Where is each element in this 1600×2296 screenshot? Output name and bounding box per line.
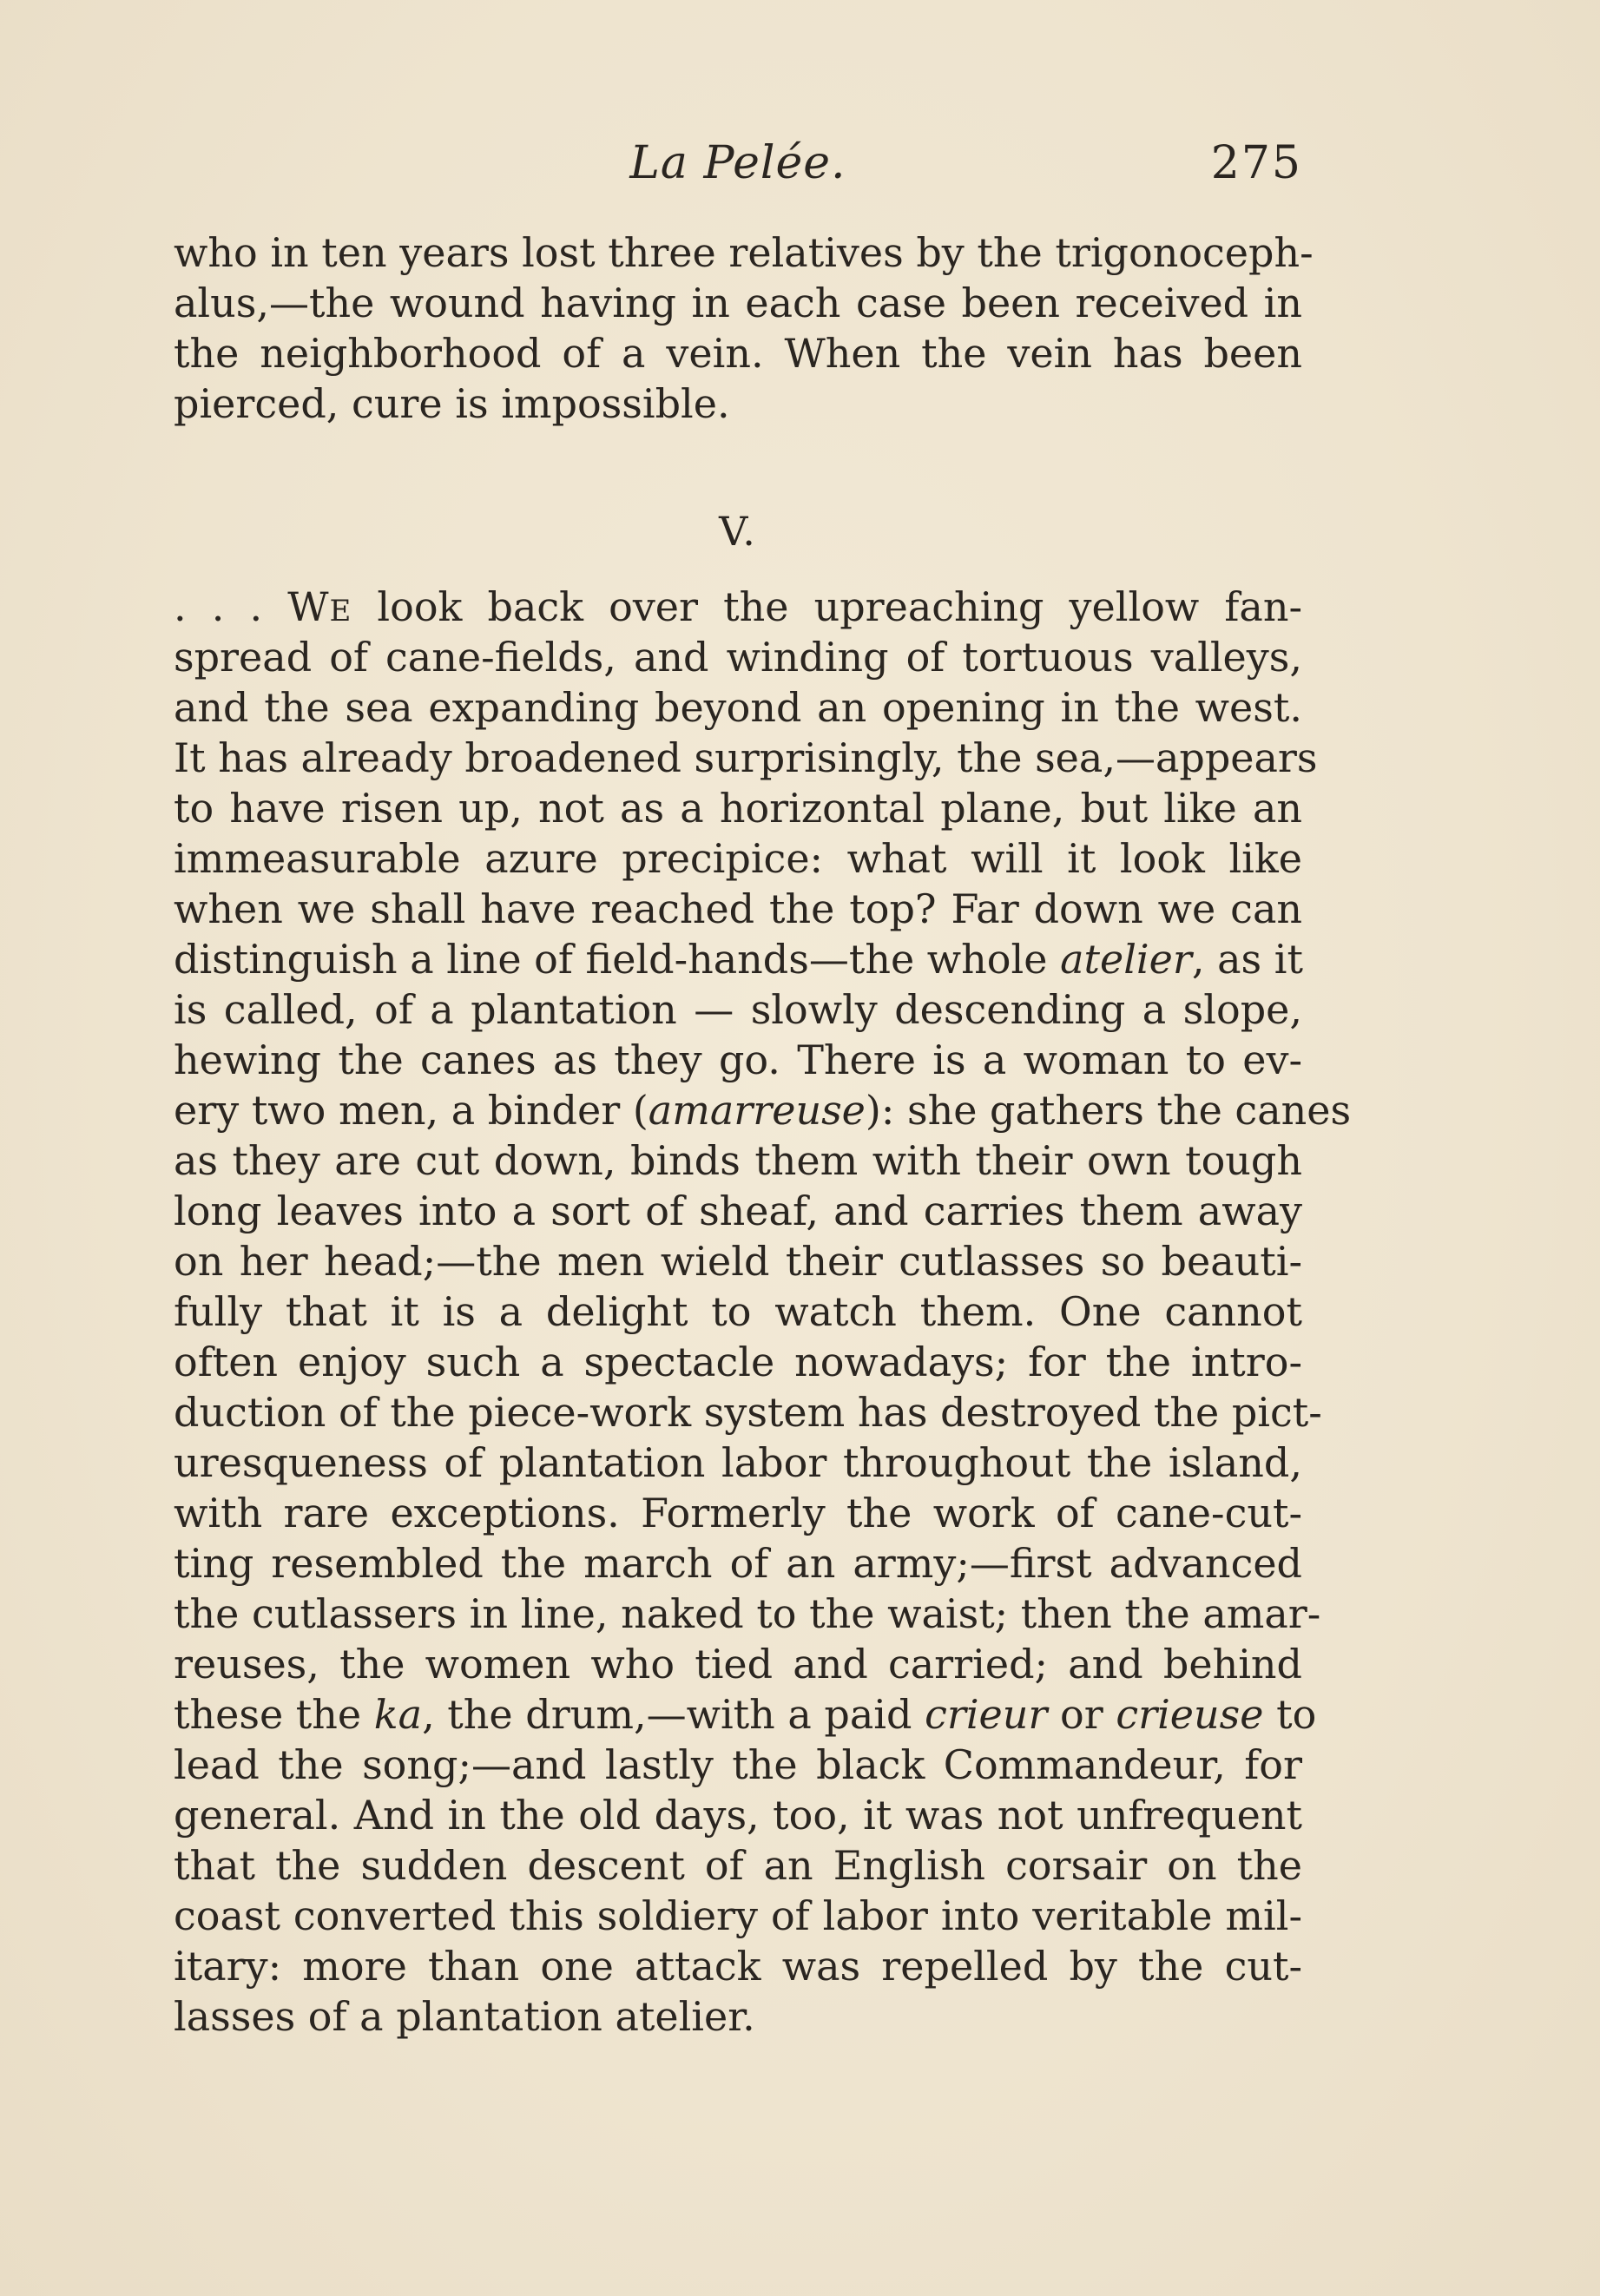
text-run: , the drum,—with a paid bbox=[422, 1691, 925, 1738]
text-line: reuses, the women who tied and carried; and behind bbox=[174, 1641, 1302, 1687]
text-line: as they are cut down, binds them with their own tough bbox=[174, 1137, 1302, 1184]
text-line bbox=[174, 582, 1302, 632]
text-line: duction of the piece-work system has destroyed the pict- bbox=[174, 1389, 1322, 1436]
running-title: La Pelée. bbox=[629, 137, 846, 189]
text-line: lasses of a plantation atelier. bbox=[174, 1993, 755, 2040]
text-line: the neighborhood of a vein. When the vein has been bbox=[174, 330, 1302, 377]
section-heading: V. bbox=[719, 508, 757, 555]
paragraph-continued bbox=[174, 227, 1314, 429]
text-line bbox=[174, 1689, 1317, 1740]
italic-term: amarreuse bbox=[648, 1087, 866, 1134]
text-run: or bbox=[1047, 1691, 1116, 1738]
paragraph-section-v bbox=[174, 582, 1352, 2042]
text-line: itary: more than one attack was repelled by the cut- bbox=[174, 1943, 1302, 1990]
text-line bbox=[174, 1085, 1352, 1135]
lead-cap-letter: W bbox=[287, 583, 330, 630]
text-line: alus,—the wound having in each case been received in bbox=[174, 280, 1302, 326]
text-line: that the sudden descent of an English corsair on the bbox=[174, 1842, 1302, 1889]
text-line: coast converted this soldiery of labor into veritable mil- bbox=[174, 1892, 1302, 1939]
text-line: to have risen up, not as a horizontal plane, but like an bbox=[174, 785, 1302, 832]
text-line: when we shall have reached the top? Far down we can bbox=[174, 885, 1302, 932]
text-run: ery two men, a binder ( bbox=[174, 1087, 649, 1134]
text-line: hewing the canes as they go. There is a woman to ev- bbox=[174, 1036, 1302, 1083]
text-line: immeasurable azure precipice: what will it look like bbox=[174, 835, 1302, 882]
text-line: is called, of a plantation — slowly descending a slope, bbox=[174, 986, 1302, 1033]
text-line: general. And in the old days, too, it was not unfrequent bbox=[174, 1792, 1302, 1839]
text-run: ): she gathers the canes bbox=[865, 1087, 1352, 1134]
text-run: distinguish a line of field-hands—the whole bbox=[174, 936, 1061, 983]
text-line: spread of cane-fields, and winding of tortuous valleys, bbox=[174, 634, 1302, 681]
page-number: 275 bbox=[1210, 137, 1302, 189]
text-line: uresqueness of plantation labor throughout the island, bbox=[174, 1439, 1302, 1486]
text-run: to bbox=[1263, 1691, 1317, 1738]
text-line: long leaves into a sort of sheaf, and carries them away bbox=[174, 1187, 1302, 1234]
text-line: often enjoy such a spectacle nowadays; for the intro- bbox=[174, 1339, 1302, 1385]
italic-term: crieuse bbox=[1116, 1691, 1264, 1738]
text-line: It has already broadened surprisingly, the sea,—appears bbox=[174, 734, 1318, 781]
text-line: the cutlassers in line, naked to the waist; then the amar- bbox=[174, 1590, 1321, 1637]
text-line: and the sea expanding beyond an opening in the west. bbox=[174, 684, 1302, 731]
text-line: pierced, cure is impossible. bbox=[174, 380, 730, 427]
text-line bbox=[174, 934, 1302, 984]
page-header bbox=[174, 137, 1302, 198]
text-line: ting resembled the march of an army;—first advanced bbox=[174, 1540, 1302, 1587]
text-run: these the bbox=[174, 1691, 374, 1738]
text-run: , as it bbox=[1191, 936, 1303, 983]
text-line: who in ten years lost three relatives by the trigonoceph- bbox=[174, 229, 1314, 276]
text-line: with rare exceptions. Formerly the work of cane-cut- bbox=[174, 1490, 1302, 1536]
italic-term: atelier bbox=[1060, 936, 1192, 983]
ellipsis: . . . bbox=[174, 583, 288, 630]
text-line: lead the song;—and lastly the black Commandeur, for bbox=[174, 1741, 1302, 1788]
text-line: fully that it is a delight to watch them. One cannot bbox=[174, 1288, 1302, 1335]
line-rest: look back over the upreaching yellow fan- bbox=[352, 583, 1302, 630]
text-line: on her head;—the men wield their cutlasses so beauti- bbox=[174, 1238, 1302, 1285]
lead-capital bbox=[287, 583, 352, 630]
italic-term: ka bbox=[373, 1691, 423, 1738]
lead-small-cap: E bbox=[329, 594, 352, 628]
italic-term: crieur bbox=[925, 1691, 1048, 1738]
